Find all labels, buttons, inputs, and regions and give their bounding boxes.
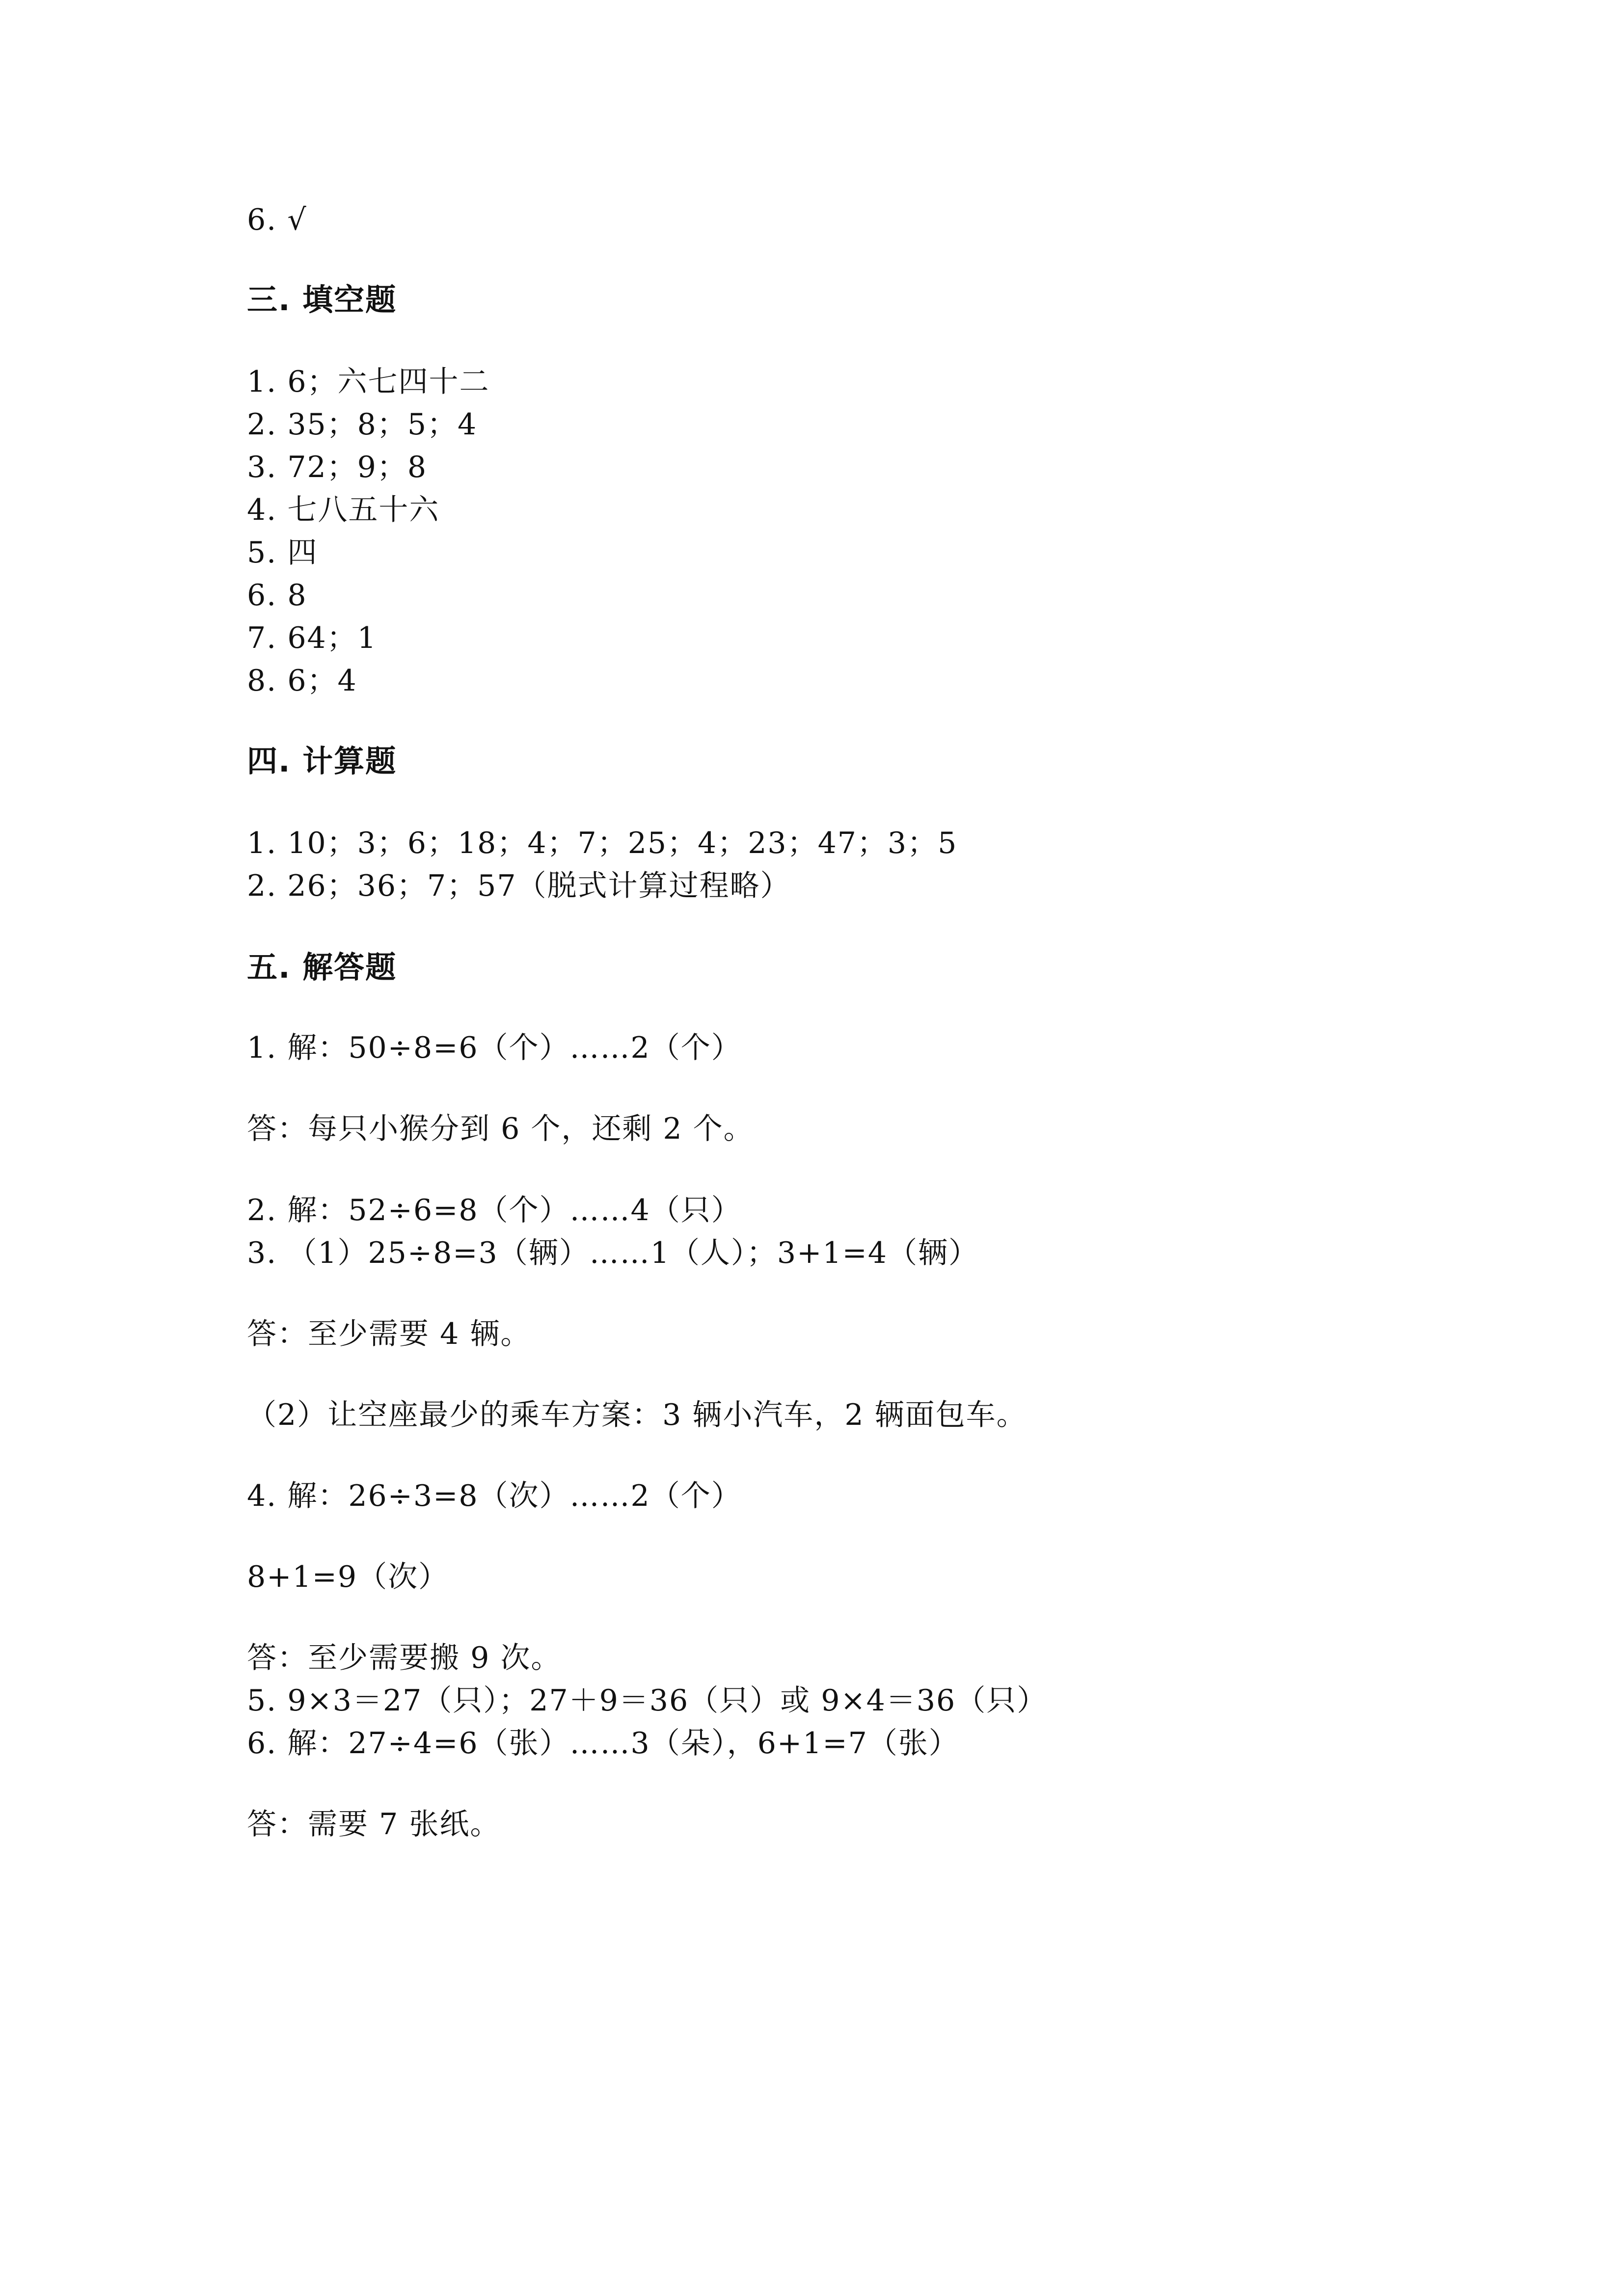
answer-line: 8+1=9（次） [247, 1560, 449, 1594]
answer-line: 答：需要 7 张纸。 [247, 1807, 501, 1842]
answer-line: （2）让空座最少的乘车方案：3 辆小汽车，2 辆面包车。 [247, 1398, 1027, 1432]
answer-line: 6. 8 [247, 578, 307, 613]
answer-line: 8. 6；4 [247, 664, 357, 698]
answer-line: 2. 35；8；5；4 [247, 407, 478, 442]
answer-line: 1. 10；3；6；18；4；7；25；4；23；47；3；5 [247, 826, 958, 860]
answer-line: 2. 解：52÷6=8（个）……4（只） [247, 1193, 742, 1228]
answer-line: 答：至少需要搬 9 次。 [247, 1641, 562, 1675]
section-heading-fill-in: 三. 填空题 [247, 282, 397, 318]
answer-line: 答：每只小猴分到 6 个，还剩 2 个。 [247, 1112, 754, 1146]
answer-line: 4. 七八五十六 [247, 493, 440, 527]
answer-line: 2. 26；36；7；57（脱式计算过程略） [247, 869, 791, 903]
section-heading-calculation: 四. 计算题 [247, 743, 397, 779]
answer-line: 答：至少需要 4 辆。 [247, 1317, 531, 1351]
answer-line: 3. （1）25÷8=3（辆）……1（人）；3+1=4（辆） [247, 1236, 979, 1270]
answer-line: 7. 64；1 [247, 621, 377, 655]
answer-line: 4. 解：26÷3=8（次）……2（个） [247, 1479, 742, 1513]
section-heading-word-problems: 五. 解答题 [247, 949, 397, 985]
answer-line: 5. 9×3＝27（只）；27＋9＝36（只）或 9×4＝36（只） [247, 1683, 1048, 1718]
answer-line: 6. √ [247, 203, 307, 237]
answer-line: 1. 6；六七四十二 [247, 365, 490, 399]
answer-line: 6. 解：27÷4=6（张）……3（朵），6+1=7（张） [247, 1726, 959, 1761]
answer-line: 1. 解：50÷8=6（个）……2（个） [247, 1031, 742, 1065]
answer-line: 3. 72；9；8 [247, 450, 428, 484]
answer-line: 5. 四 [247, 535, 318, 570]
